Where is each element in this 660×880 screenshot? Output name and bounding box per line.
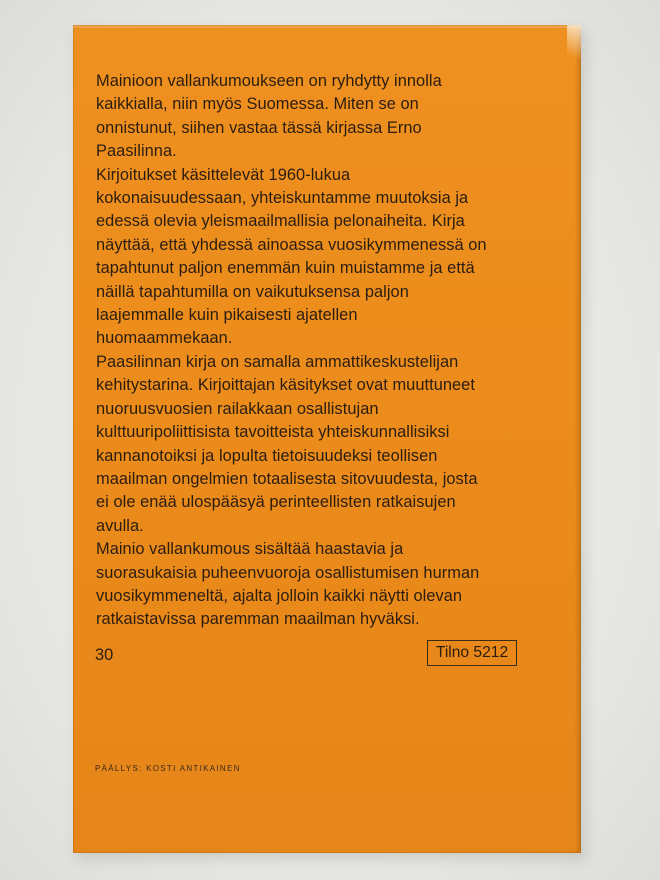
blurb-line: maailman ongelmien totaalisesta sitovuudesta, josta <box>96 469 478 488</box>
blurb-line: Mainioon vallankumoukseen on ryhdytty innolla <box>96 72 442 90</box>
cover-corner-wear <box>567 25 581 65</box>
blurb-line: ei ole enää ulospääsyä perinteellisten ratkaisujen <box>96 493 456 512</box>
blurb-line: laajemmalle kuin pikaisesti ajatellen <box>96 306 358 325</box>
cover-right-edge-wear <box>575 25 581 853</box>
cover-design-credit: PÄÄLLYS: KOSTI ANTIKAINEN <box>95 764 241 773</box>
blurb-line: onnistunut, siihen vastaa tässä kirjassa Erno <box>96 118 422 137</box>
book-back-cover <box>73 25 581 853</box>
blurb-line: kokonaisuudessaan, yhteiskuntamme muutoksia ja <box>96 189 469 208</box>
cover-top-edge <box>73 25 581 28</box>
blurb-line: kehitystarina. Kirjoittajan käsitykset ovat muuttuneet <box>96 376 475 395</box>
blurb-line: kannanotoiksi ja lopulta tietoisuudeksi teollisen <box>96 446 438 465</box>
blurb-line: kaikkialla, niin myös Suomessa. Miten se on <box>96 95 419 114</box>
blurb-line: Mainio vallankumous sisältää haastavia ja <box>96 540 404 559</box>
blurb-line: vuosikymmeneltä, ajalta jolloin kaikki näytti olevan <box>96 586 463 605</box>
blurb-line: tapahtunut paljon enemmän kuin muistamme ja että <box>96 259 475 278</box>
blurb-line: ratkaistavissa paremman maailman hyväksi. <box>96 610 420 629</box>
blurb-paragraph <box>96 538 566 632</box>
blurb-line: Paasilinna. <box>96 142 177 161</box>
series-number: 30 <box>95 646 114 664</box>
blurb-paragraph <box>96 164 566 351</box>
blurb-paragraph <box>96 351 566 538</box>
order-code-box: Tilno 5212 <box>427 640 517 666</box>
blurb-line: huomaammekaan. <box>96 329 233 348</box>
blurb-line: Kirjoitukset käsittelevät 1960-lukua <box>96 165 351 184</box>
blurb-line: nuoruusvuosien railakkaan osallistujan <box>96 399 379 418</box>
blurb-line: kulttuuripoliittisista tavoitteista yhteiskunnallisiksi <box>96 423 450 442</box>
blurb-line: näyttää, että yhdessä ainoassa vuosikymmenessä on <box>96 235 487 254</box>
blurb-line: avulla. <box>96 516 144 535</box>
blurb-paragraph <box>96 70 566 164</box>
blurb-line: näillä tapahtumilla on vaikutuksensa paljon <box>96 282 409 301</box>
back-cover-blurb <box>96 70 566 632</box>
blurb-line: Paasilinnan kirja on samalla ammattikeskustelijan <box>96 352 459 371</box>
blurb-line: suorasukaisia puheenvuoroja osallistumisen hurman <box>96 563 480 582</box>
blurb-line: edessä olevia yleismaailmallisia pelonaiheita. Kirja <box>96 212 465 231</box>
